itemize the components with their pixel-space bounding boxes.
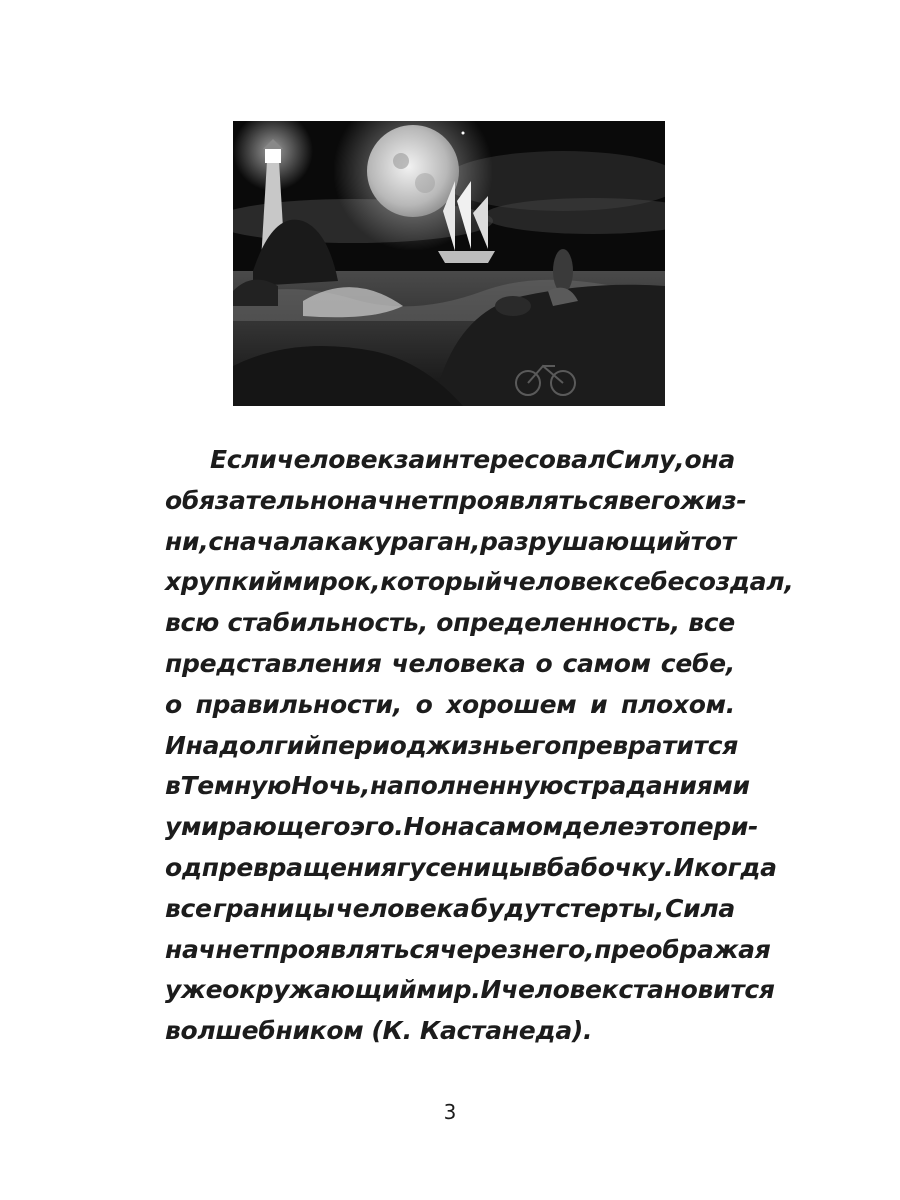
word: Темную xyxy=(180,771,292,801)
word: становится xyxy=(618,975,775,1005)
text-line xyxy=(165,726,738,767)
word: Кастанеда). xyxy=(419,1016,593,1046)
word: Ночь, xyxy=(291,771,371,801)
word: его xyxy=(634,485,681,515)
text-line xyxy=(165,1011,735,1052)
word: превратится xyxy=(561,730,738,760)
word: в xyxy=(618,485,635,515)
word: Сила xyxy=(665,893,735,923)
word: человека xyxy=(391,648,526,678)
word: жизнь xyxy=(426,730,515,760)
text-line xyxy=(165,603,735,644)
word: Силу, xyxy=(605,445,685,474)
word: представления xyxy=(165,648,382,678)
word: волшебником xyxy=(165,1016,364,1046)
word: стерты, xyxy=(555,893,664,923)
word: жиз- xyxy=(680,485,747,515)
text-line xyxy=(165,562,794,603)
word: о xyxy=(165,689,182,719)
text-line xyxy=(165,685,735,726)
word: Если xyxy=(210,445,277,474)
word: о xyxy=(535,648,553,678)
word: человек xyxy=(276,445,394,474)
word: через xyxy=(439,934,522,964)
word: И xyxy=(165,730,186,760)
word: это xyxy=(634,812,680,842)
word: человек xyxy=(501,567,620,597)
word: в xyxy=(531,852,547,882)
word: од xyxy=(165,852,202,882)
text-line xyxy=(165,930,771,971)
moon xyxy=(367,125,459,217)
word: человека xyxy=(335,893,470,923)
word: все xyxy=(688,608,735,638)
word: заинтересовал xyxy=(394,445,606,474)
word: правильности, xyxy=(195,689,402,719)
page-number: 3 xyxy=(443,1100,457,1124)
word: наполненную xyxy=(370,771,564,801)
word: И xyxy=(673,852,694,882)
text-line xyxy=(165,889,735,930)
word: себе, xyxy=(660,648,735,678)
word: него, xyxy=(521,934,595,964)
word: определенность, xyxy=(436,608,680,638)
text-line xyxy=(165,766,750,807)
word: самом xyxy=(562,648,651,678)
word: И xyxy=(480,975,502,1005)
word: бабочку. xyxy=(546,852,674,882)
word: уже xyxy=(165,975,223,1005)
word: который xyxy=(380,567,502,597)
word: стабильность, xyxy=(227,608,428,638)
word: как xyxy=(324,526,375,556)
word: начнет xyxy=(165,934,264,964)
word: умирающего xyxy=(165,812,351,842)
word: окружающий xyxy=(222,975,417,1005)
word: себе xyxy=(619,567,685,597)
word: о xyxy=(415,689,433,719)
word: проявляться xyxy=(263,934,440,964)
word: создал, xyxy=(684,567,794,597)
night-seascape-illustration xyxy=(233,121,665,406)
word: и xyxy=(590,689,608,719)
word: пери- xyxy=(679,812,759,842)
word: обязательно xyxy=(165,485,344,515)
word: тот xyxy=(690,526,736,556)
main-paragraph xyxy=(165,440,794,1052)
word: начнет xyxy=(343,485,443,515)
word: Но xyxy=(403,812,442,842)
word: ураган, xyxy=(374,526,481,556)
text-line xyxy=(165,522,735,563)
word: человек xyxy=(501,975,619,1005)
word: мирок, xyxy=(282,567,381,597)
dog xyxy=(495,296,531,316)
word: всю xyxy=(165,608,220,638)
word: когда xyxy=(693,852,777,882)
word: превращения xyxy=(201,852,397,882)
word: ни, xyxy=(165,526,209,556)
word: разрушающий xyxy=(480,526,691,556)
word: на xyxy=(441,812,475,842)
text-line xyxy=(165,440,735,481)
word: на xyxy=(185,730,220,760)
text-line xyxy=(165,481,747,522)
star xyxy=(462,132,465,135)
word: (К. xyxy=(371,1016,412,1046)
word: мир. xyxy=(416,975,481,1005)
word: долгий xyxy=(219,730,322,760)
word: сначала xyxy=(208,526,325,556)
word: в xyxy=(165,771,181,801)
text-line xyxy=(165,644,735,685)
word: проявляться xyxy=(442,485,619,515)
word: плохом. xyxy=(621,689,735,719)
word: хорошем xyxy=(446,689,577,719)
word: хрупкий xyxy=(165,567,283,597)
word: гусеницы xyxy=(396,852,532,882)
text-line xyxy=(165,848,777,889)
word: самом xyxy=(474,812,563,842)
word: границы xyxy=(212,893,335,923)
word: будут xyxy=(470,893,555,923)
word: все xyxy=(165,893,212,923)
text-line xyxy=(165,970,775,1011)
word: период xyxy=(321,730,427,760)
seated-figure xyxy=(553,249,573,293)
word: страданиями xyxy=(563,771,750,801)
word: она xyxy=(684,445,735,474)
word: преображая xyxy=(594,934,771,964)
word: его xyxy=(514,730,562,760)
word: деле xyxy=(562,812,635,842)
text-line xyxy=(165,807,759,848)
word: эго. xyxy=(350,812,404,842)
